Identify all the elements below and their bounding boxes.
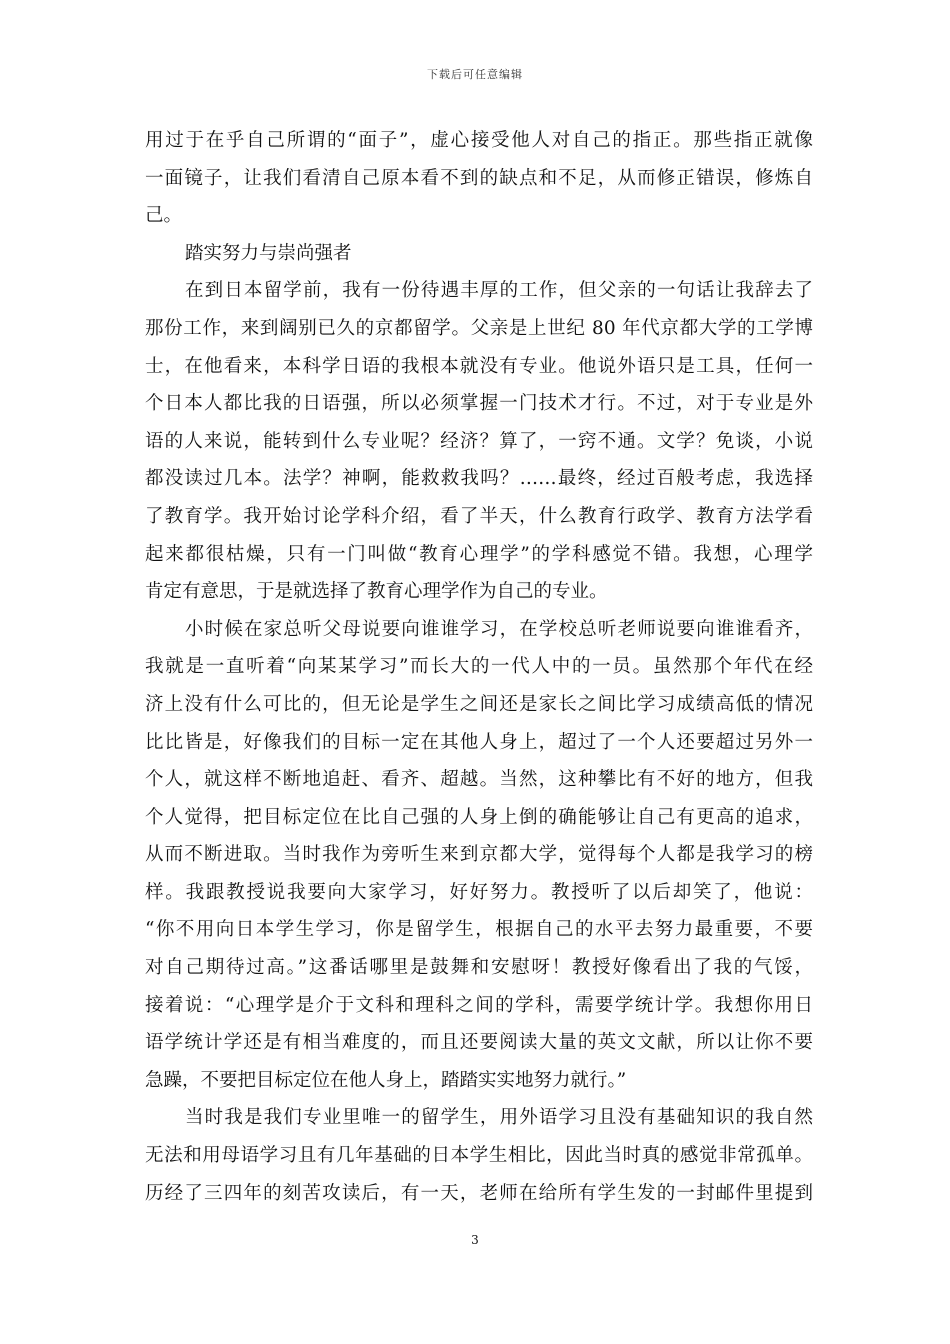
text-line: 那份工作，来到阔别已久的京都留学。父亲是上世纪 80 年代京都大学的工学博 xyxy=(145,317,813,339)
text-line: 肯定有意思，于是就选择了教育心理学作为自己的专业。 xyxy=(145,581,608,603)
text-line: 接着说：“心理学是介于文科和理科之间的学科，需要学统计学。我想你用日 xyxy=(145,994,813,1016)
page-number: 3 xyxy=(471,1233,479,1247)
text-line: “你不用向日本学生学习，你是留学生，根据自己的水平去努力最重要，不要 xyxy=(145,919,813,941)
text-line: 用过于在乎自己所谓的“面子”，虚心接受他人对自己的指正。那些指正就像 xyxy=(145,130,813,151)
text-line: 从而不断进取。当时我作为旁听生来到京都大学，觉得每个人都是我学习的榜 xyxy=(145,844,813,866)
text-line: 对自己期待过高。”这番话哪里是鼓舞和安慰呀！教授好像看出了我的气馁， xyxy=(145,957,813,979)
text-line: 在到日本留学前，我有一份待遇丰厚的工作，但父亲的一句话让我辞去了 xyxy=(185,280,813,302)
text-line: 比比皆是，好像我们的目标一定在其他人身上，超过了一个人还要超过另外一 xyxy=(145,731,813,753)
text-line: 了教育学。我开始讨论学科介绍，看了半天，什么教育行政学、教育方法学看 xyxy=(145,505,813,527)
text-line: 起来都很枯燥，只有一门叫做“教育心理学”的学科感觉不错。我想，心理学 xyxy=(145,543,813,565)
document-body xyxy=(145,122,813,1212)
text-line: 个人，就这样不断地追赶、看齐、超越。当然，这种攀比有不好的地方，但我 xyxy=(145,769,813,791)
text-line: 个人觉得，把目标定位在比自己强的人身上倒的确能够让自己有更高的追求， xyxy=(145,806,813,828)
text-line: 士，在他看来，本科学日语的我根本就没有专业。他说外语只是工具，任何一 xyxy=(145,355,813,377)
text-line: 语的人来说，能转到什么专业呢？经济？算了，一窍不通。文学？免谈，小说 xyxy=(145,430,813,452)
text-line: 历经了三四年的刻苦攻读后，有一天，老师在给所有学生发的一封邮件里提到 xyxy=(145,1182,813,1204)
text-line: 语学统计学还是有相当难度的，而且还要阅读大量的英文文献，所以让你不要 xyxy=(145,1032,813,1054)
text-line: 一面镜子，让我们看清自己原本看不到的缺点和不足，从而修正错误，修炼自 xyxy=(145,167,813,189)
text-line: 济上没有什么可比的，但无论是学生之间还是家长之间比学习成绩高低的情况 xyxy=(145,693,813,715)
text-line: 急躁，不要把目标定位在他人身上，踏踏实实地努力就行。” xyxy=(145,1069,627,1091)
text-line: 无法和用母语学习且有几年基础的日本学生相比，因此当时真的感觉非常孤单。 xyxy=(145,1145,813,1167)
text-line: 小时候在家总听父母说要向谁谁学习，在学校总听老师说要向谁谁看齐， xyxy=(185,618,813,640)
text-line: 我就是一直听着“向某某学习”而长大的一代人中的一员。虽然那个年代在经 xyxy=(145,656,813,678)
section-heading: 踏实努力与崇尚强者 xyxy=(185,242,352,264)
page-header: 下载后可任意编辑 xyxy=(427,68,523,81)
text-line: 己。 xyxy=(145,205,183,227)
text-line: 样。我跟教授说我要向大家学习，好好努力。教授听了以后却笑了，他说： xyxy=(145,881,813,903)
text-line: 当时我是我们专业里唯一的留学生，用外语学习且没有基础知识的我自然 xyxy=(185,1107,813,1129)
text-line: 个日本人都比我的日语强，所以必须掌握一门技术才行。不过，对于专业是外 xyxy=(145,393,813,415)
text-line: 都没读过几本。法学？神啊，能救救我吗？……最终，经过百般考虑，我选择 xyxy=(145,468,813,490)
